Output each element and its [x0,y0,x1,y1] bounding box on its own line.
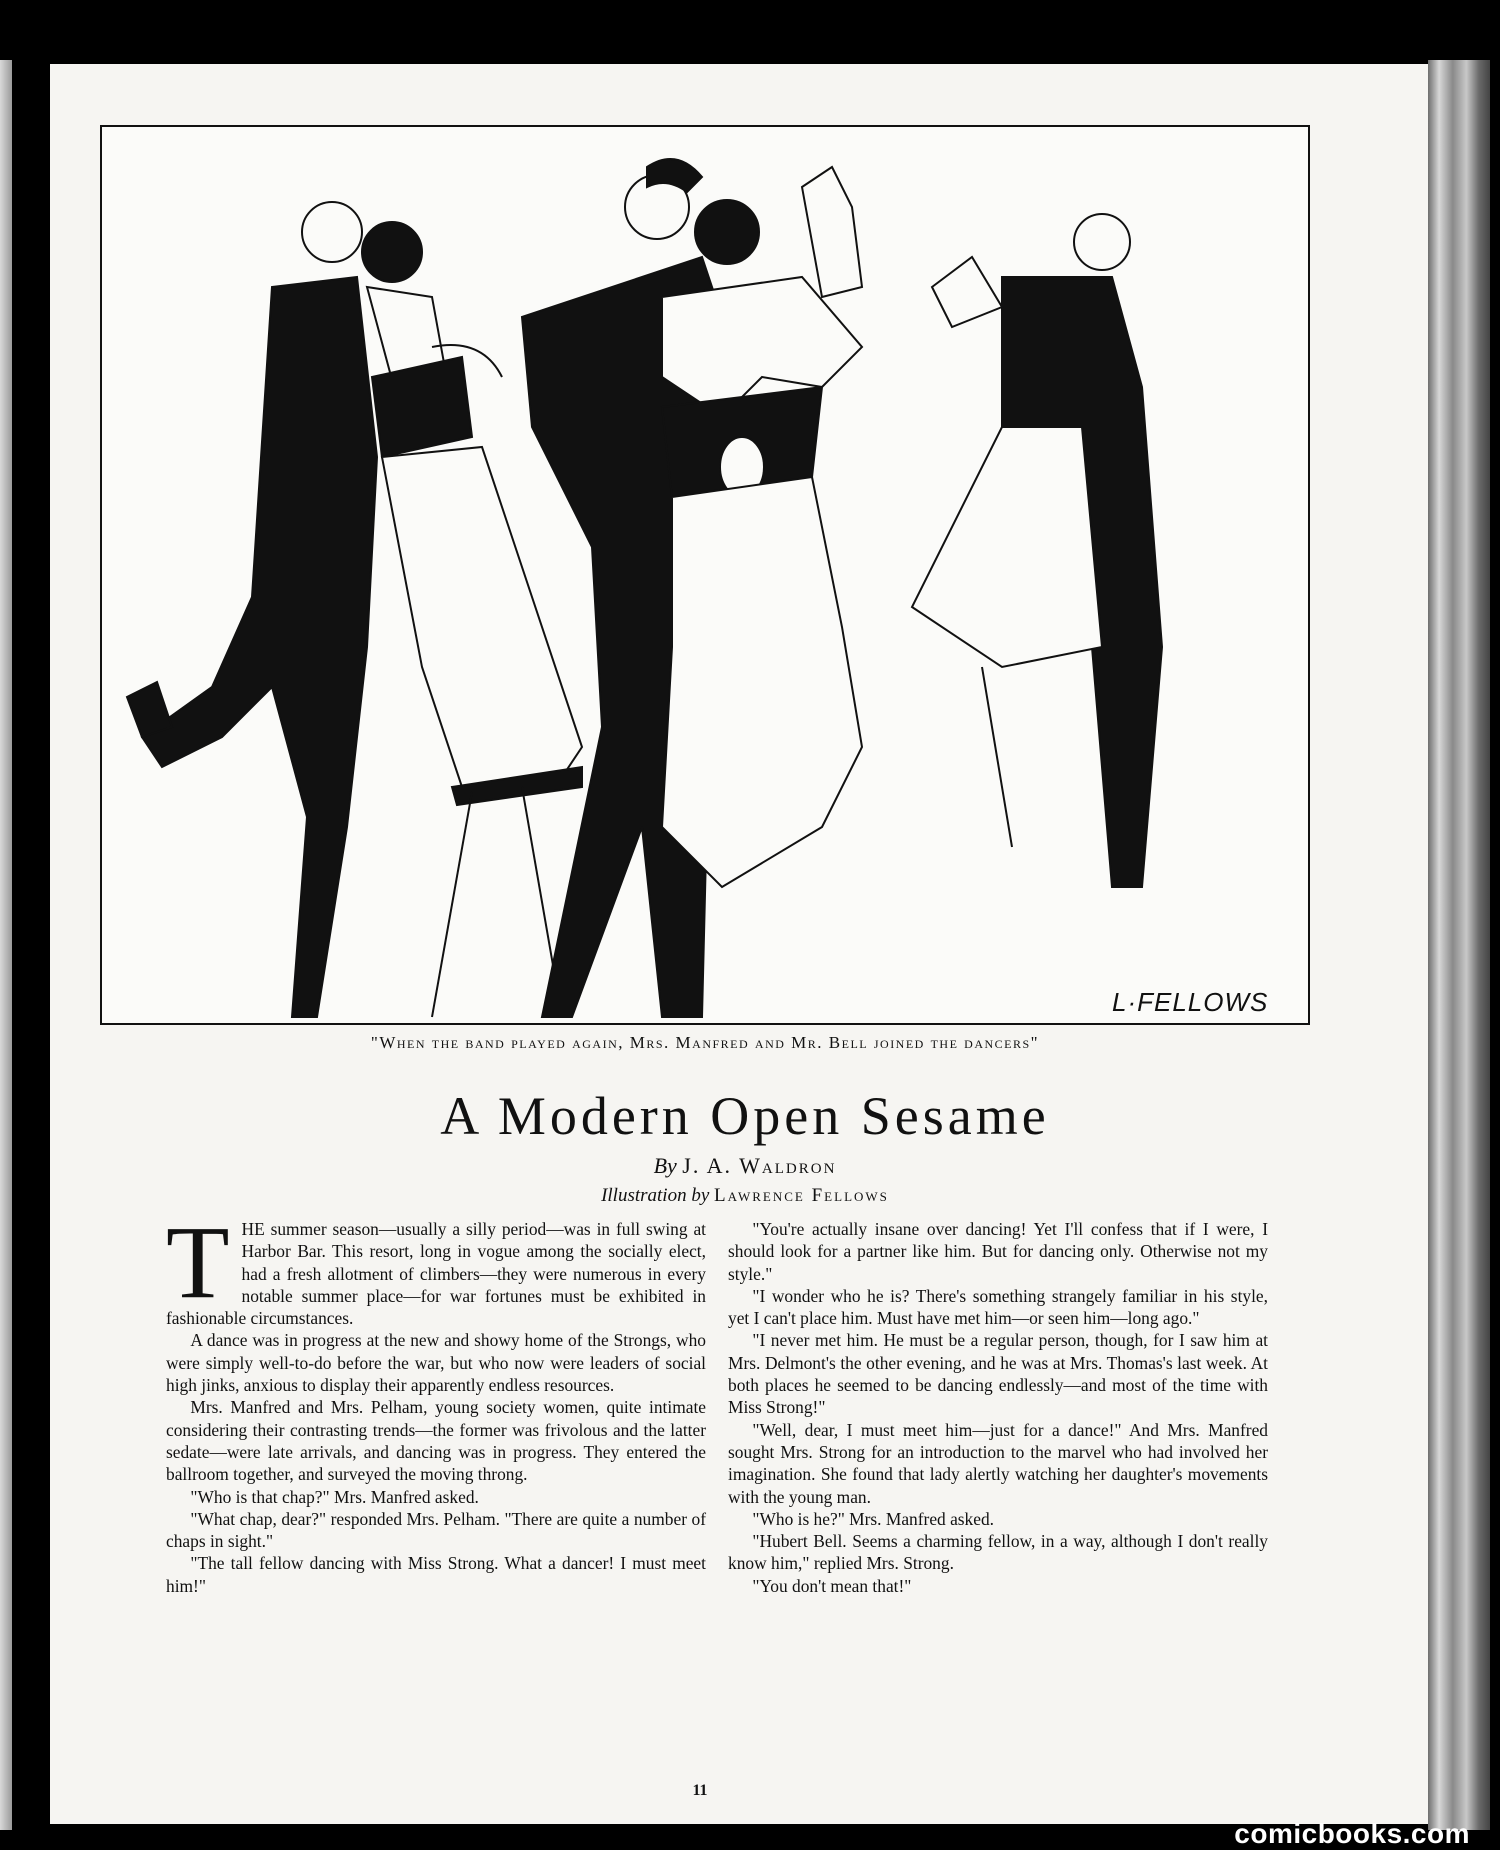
dancers-drawing [102,127,1308,1023]
facing-page-edge [0,60,12,1830]
article-column-left [166,1205,706,1597]
drop-cap: T [166,1205,230,1320]
paragraph: "I never met him. He must be a regular person, though, for I saw him at Mrs. Delmont's the other evening, and he was at Mrs. Thomas's last week. At both places he seemed to be dancing endlessly—and most of the time with Miss Strong!" [728,1330,1268,1418]
dance-illustration [100,125,1310,1025]
paragraph: "Who is that chap?" Mrs. Manfred asked. [190,1486,479,1507]
paragraph: "You're actually insane over dancing! Yet I'll confess that if I were, I should look for a partner like him. But for dancing only. Otherwise not my style." [728,1219,1268,1284]
illustrator-name: Lawrence Fellows [714,1185,889,1206]
paragraph: "Well, dear, I must meet him—just for a dance!" And Mrs. Manfred sought Mrs. Strong for an introduction to the marvel who had involved her imagination. She found that lady alertly watching her daughter's movements with the young man. [728,1419,1268,1507]
paragraph: "You don't mean that!" [752,1575,912,1596]
artist-signature: L·FELLOWS [1112,987,1269,1017]
site-watermark: comicbooks.com [1234,1818,1470,1849]
author-name: J. A. Waldron [682,1153,837,1178]
paragraph-text: HE summer season—usually a silly period—was in full swing at Harbor Bar. This resort, long in vogue among the socially elect, had a fresh allotment of climbers—they were numerous in every notable summer place—for war fortunes must be exhibited in fashionable circumstances. [166,1219,706,1329]
article-column-right [728,1218,1268,1597]
article-title: A Modern Open Sesame [440,1086,1050,1146]
byline-lead: By [653,1153,677,1178]
illustrator-lead: Illustration by [601,1185,710,1206]
paragraph: "Who is he?" Mrs. Manfred asked. [752,1508,995,1529]
illustrator-credit [100,1185,1390,1207]
book-page-edges [1428,60,1490,1830]
paragraph: A dance was in progress at the new and showy home of the Strongs, who were simply well-to-do before the war, but who now were leaders of social high jinks, anxious to display their apparently endless resources. [166,1330,706,1396]
paragraph: "What chap, dear?" responded Mrs. Pelham. "There are quite a number of chaps in sight." [166,1508,706,1552]
paragraph: "The tall fellow dancing with Miss Strong. What a dancer! I must meet him!" [166,1553,706,1596]
page-number: 11 [692,1782,708,1799]
paragraph: "I wonder who he is? There's something strangely familiar in his style, yet I can't place him. Must have met him—or seen him—long ago." [728,1285,1268,1329]
author-byline [100,1153,1390,1179]
paragraph [166,1205,706,1329]
paragraph: "Hubert Bell. Seems a charming fellow, in a way, although I don't really know him," replied Mrs. Strong. [728,1531,1268,1574]
illustration-caption: "When the band played again, Mrs. Manfred and Mr. Bell joined the dancers" [370,1033,1040,1052]
paragraph: Mrs. Manfred and Mrs. Pelham, young society women, quite intimate considering their contrasting trends—the former was frivolous and the latter sedate—were late arrivals, and dancing was in progress. They entered the ballroom together, and surveyed the moving throng. [166,1397,706,1485]
